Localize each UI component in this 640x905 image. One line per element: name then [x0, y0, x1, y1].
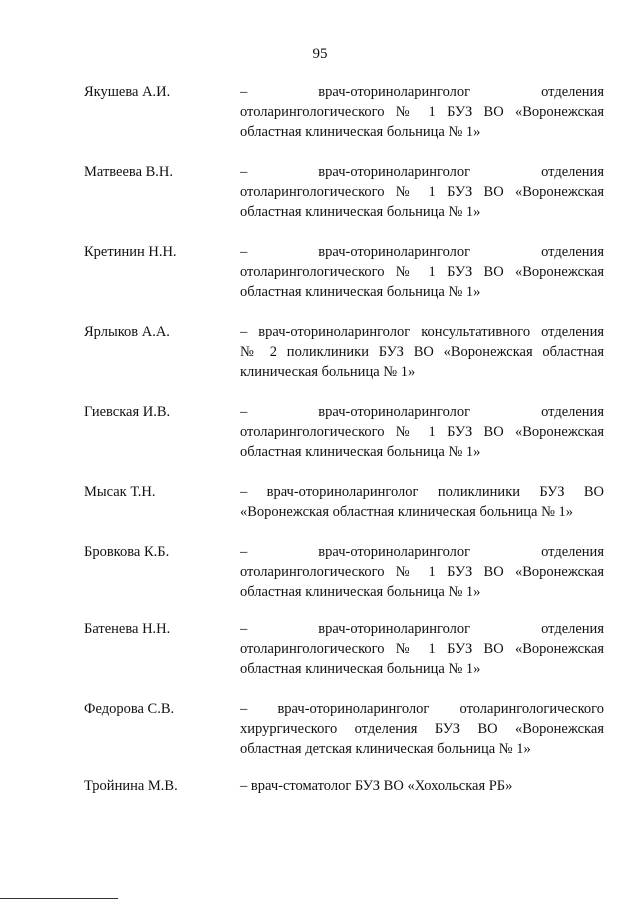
position-line: областная детская клиническая больница № 1»: [240, 741, 531, 757]
position-line: – врач-оториноларинголог отделения: [240, 84, 604, 100]
staff-name: Бровкова К.Б.: [84, 544, 170, 560]
position-line: – врач-оториноларинголог поликлиники БУЗ ВО: [240, 484, 604, 500]
position-line: – врач-оториноларинголог отделения: [240, 164, 604, 180]
position-line: областная клиническая больница № 1»: [240, 284, 481, 300]
staff-position: [240, 542, 604, 602]
page-number: 95: [312, 46, 328, 62]
staff-position: [240, 619, 604, 679]
position-line: № 2 поликлиники БУЗ ВО «Воронежская областная: [240, 344, 604, 360]
position-line: отоларингологического № 1 БУЗ ВО «Воронежская: [240, 424, 604, 440]
staff-name: Гиевская И.В.: [84, 404, 171, 420]
staff-name: Ярлыков А.А.: [84, 324, 170, 340]
staff-position: [240, 699, 604, 759]
staff-position: [240, 162, 604, 222]
position-line: «Воронежская областная клиническая больница № 1»: [240, 504, 574, 520]
position-line: – врач-оториноларинголог отделения: [240, 404, 604, 420]
position-line: – врач-оториноларинголог отоларингологического: [240, 701, 604, 717]
staff-position: [240, 482, 604, 522]
position-line: – врач-оториноларинголог отделения: [240, 244, 604, 260]
position-line: – врач-стоматолог БУЗ ВО «Хохольская РБ»: [240, 778, 513, 794]
footnote-divider: [0, 898, 118, 899]
staff-name: Батенева Н.Н.: [84, 621, 171, 637]
position-line: – врач-оториноларинголог отделения: [240, 621, 604, 637]
staff-position: [240, 322, 604, 382]
staff-name: Федорова С.В.: [84, 701, 175, 717]
staff-name: Матвеева В.Н.: [84, 164, 174, 180]
position-line: отоларингологического № 1 БУЗ ВО «Воронежская: [240, 104, 604, 120]
position-line: областная клиническая больница № 1»: [240, 204, 481, 220]
position-line: – врач-оториноларинголог отделения: [240, 544, 604, 560]
position-line: клиническая больница № 1»: [240, 364, 416, 380]
staff-position: [240, 402, 604, 462]
staff-position: [240, 242, 604, 302]
position-line: областная клиническая больница № 1»: [240, 444, 481, 460]
position-line: областная клиническая больница № 1»: [240, 661, 481, 677]
position-line: – врач-оториноларинголог консультативного отделения: [240, 324, 604, 340]
position-line: хирургического отделения БУЗ ВО «Воронежская: [240, 721, 604, 737]
position-line: областная клиническая больница № 1»: [240, 124, 481, 140]
position-line: областная клиническая больница № 1»: [240, 584, 481, 600]
staff-name: Якушева А.И.: [84, 84, 171, 100]
staff-name: Кретинин Н.Н.: [84, 244, 177, 260]
position-line: отоларингологического № 1 БУЗ ВО «Воронежская: [240, 564, 604, 580]
staff-name: Тройнина М.В.: [84, 778, 178, 794]
staff-position: [240, 776, 604, 796]
position-line: отоларингологического № 1 БУЗ ВО «Воронежская: [240, 264, 604, 280]
staff-position: [240, 82, 604, 142]
staff-name: Мысак Т.Н.: [84, 484, 156, 500]
position-line: отоларингологического № 1 БУЗ ВО «Воронежская: [240, 184, 604, 200]
position-line: отоларингологического № 1 БУЗ ВО «Воронежская: [240, 641, 604, 657]
